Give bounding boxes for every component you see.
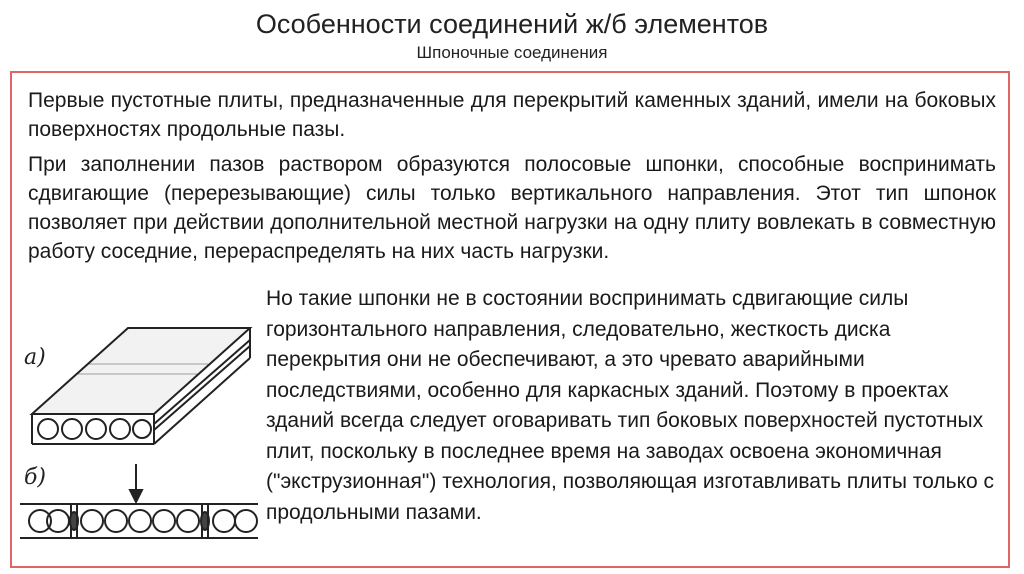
paragraph-horizontal-forces: Но такие шпонки не в состоянии воспринимать сдвигающие силы горизонтального направления, следовательно, жесткость диска перекрытия они не обеспечивают, а это чревато аварийными последствиями, особенно для каркасных зданий. Поэтому в проектах зданий всегда следует оговаривать тип боковых поверхностей пустотных плит, поскольку в последнее время на заводах освоена экономичная ("экструзионная") технология, позволяющая изготавливать плиты только с продольными пазами. bbox=[266, 287, 995, 524]
paragraph-hollow-slabs: Первые пустотные плиты, предназначенные для перекрытий каменных зданий, имели на боковых поверхностях продольные пазы. bbox=[28, 89, 996, 141]
slide-title: Особенности соединений ж/б элементов bbox=[255, 9, 769, 39]
figure-label-a: а) bbox=[24, 345, 46, 370]
figure-label-b: б) bbox=[24, 465, 47, 490]
paragraph-strip-keys: При заполнении пазов раствором образуются полосовые шпонки, способные воспринимать сдвигающие (перерезывающие) силы только вертикального направления. Этот тип шпонок позволяет при действии дополнительной местной нагрузки на одну плиту вовлекать в совместную работу соседние, перераспределять на них часть нагрузки. bbox=[28, 153, 996, 263]
slide-subtitle: Шпоночные соединения bbox=[416, 43, 608, 62]
slab-perspective bbox=[32, 328, 250, 444]
load-arrow-icon bbox=[130, 464, 142, 502]
hollow-slab-figure bbox=[18, 316, 258, 566]
slab-drawing bbox=[18, 316, 258, 566]
slab-cross-section bbox=[20, 504, 258, 538]
